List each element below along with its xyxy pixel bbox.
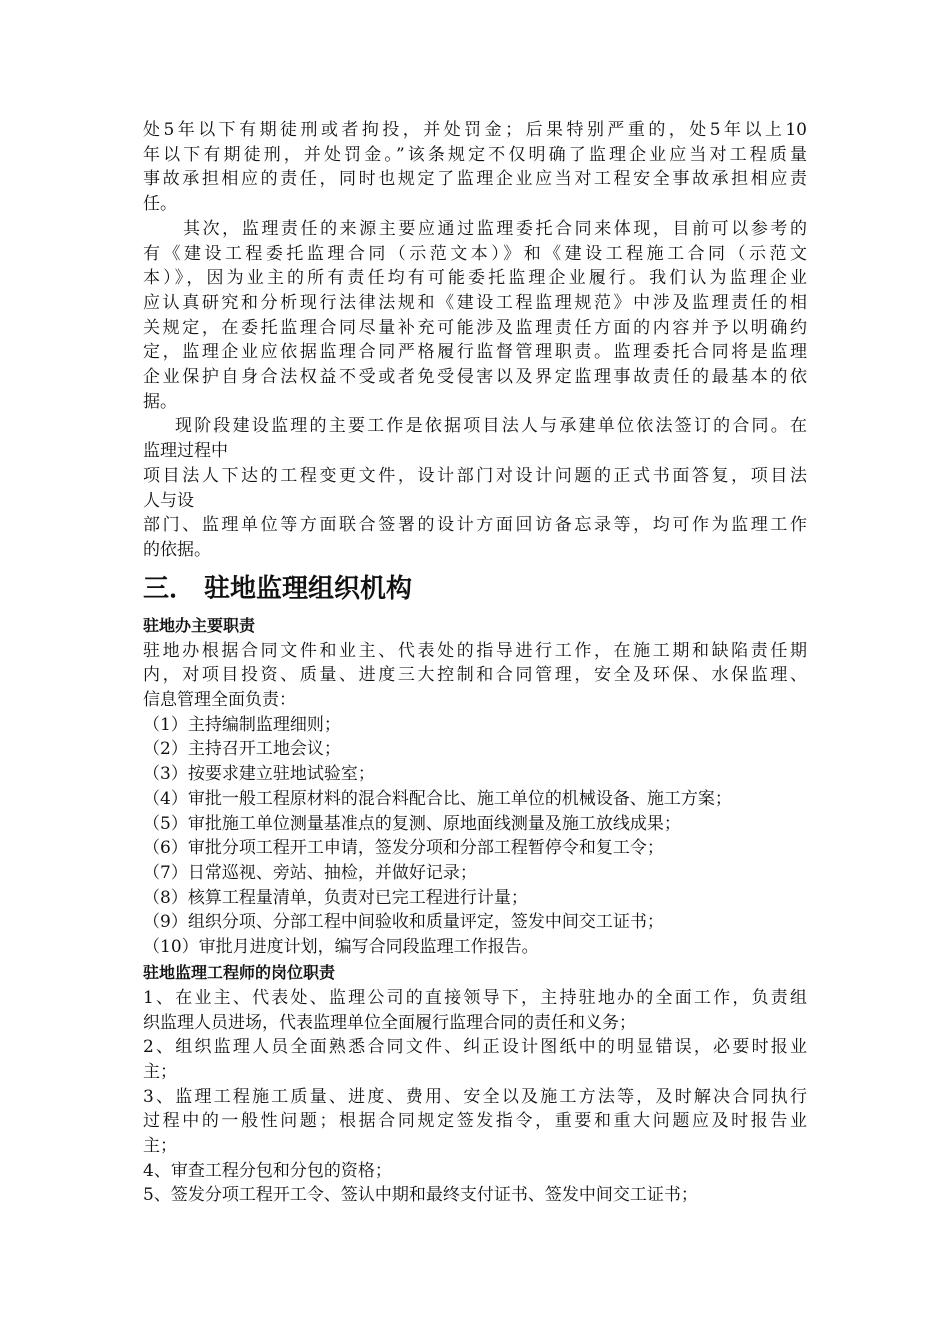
text-line: 1、在业主、代表处、监理公司的直接领导下，主持驻地办的全面工作，负责组 [143,987,807,1008]
text-line: 5、签发分项工程开工令、签认中期和最终支付证书、签发中间交工证书； [143,1185,698,1206]
text-line: 定，监理企业应依据监理合同严格履行监督管理职责。监理委托合同将是监理 [143,342,807,363]
list-item [143,1085,807,1159]
text-line: 人与设 [143,490,194,511]
list-item: （4）审批一般工程原材料的混合料配合比、施工单位的机械设备、施工方案； [143,788,732,809]
list-item: （1）主持编制监理细则； [143,714,341,735]
paragraph-office-intro [143,639,807,713]
list-item: （2）主持召开工地会议； [143,739,341,760]
list-item: （5）审批施工单位测量基准点的复测、原地面线测量及施工放线成果； [143,813,681,834]
text-line: 3、监理工程施工质量、进度、费用、安全以及施工方法等，及时解决合同执行 [143,1086,807,1107]
list-item [143,1183,807,1208]
list-item: （3）按要求建立驻地试验室； [143,764,375,785]
list-item: （9）组织分项、分部工程中间验收和质量评定，签发中间交工证书； [143,912,664,933]
text-line: 信息管理全面负责： [143,690,296,711]
text-line: 织监理人员进场，代表监理单位全面履行监理合同的责任和义务； [143,1012,636,1033]
list-item [143,1159,807,1184]
text-line: 现阶段建设监理的主要工作是依据项目法人与承建单位依法签订的合同。在 [175,416,807,437]
list-item: （8）核算工程量清单，负责对已完工程进行计量； [143,887,528,908]
text-line: 4、审查工程分包和分包的资格； [143,1160,392,1181]
text-line: 主； [143,1061,177,1082]
paragraph-criminal-liability [143,118,807,217]
text-line: 项目法人下达的工程变更文件，设计部门对设计问题的正式书面答复，项目法 [143,465,807,486]
text-line: 驻地办根据合同文件和业主、代表处的指导进行工作，在施工期和缺陷责任期 [143,640,807,661]
text-line: 关规定，在委托监理合同尽量补充可能涉及监理责任方面的内容并予以明确约 [143,317,807,338]
text-line: 内，对项目投资、质量、进度三大控制和合同管理，安全及环保、水保监理、 [143,665,807,686]
engineer-duty-list [143,986,807,1208]
text-line: 年以下有期徒刑，并处罚金。”该条规定不仅明确了监理企业应当对工程质量 [143,144,807,165]
text-line: 2、组织监理人员全面熟悉合同文件、纠正设计图纸中的明显错误，必要时报业 [143,1037,807,1058]
text-line: 应认真研究和分析现行法律法规和《建设工程监理规范》中涉及监理责任的相 [143,292,807,313]
list-item [143,1035,807,1084]
text-line: 据。 [143,391,177,412]
text-line: 部门、监理单位等方面联合签署的设计方面回访备忘录等，均可作为监理工作 [143,515,807,536]
list-item: （7）日常巡视、旁站、抽检，并做好记录； [143,862,477,883]
section-heading: 三． 驻地监理组织机构 [143,573,413,604]
list-item: （6）审批分项工程开工申请，签发分项和分部工程暂停令和复工令； [143,838,664,859]
text-line: 主； [143,1136,177,1157]
text-line: 本）》，因为业主的所有责任均有可能委托监理企业履行。我们认为监理企业 [143,268,807,289]
paragraph-contract-source [143,217,807,415]
text-line: 的依据。 [143,539,211,560]
text-line: 企业保护自身合法权益不受或者免受侵害以及界定监理事故责任的最基本的依 [143,367,807,388]
paragraph-work-basis [143,414,807,562]
office-duty-list [143,713,807,960]
text-line: 过程中的一般性问题；根据合同规定签发指令，重要和重大问题应及时报告业 [143,1111,807,1132]
text-line: 任。 [143,194,177,215]
text-line: 处5年以下有期徒刑或者拘投，并处罚金；后果特别严重的，处5年以上10 [143,120,807,140]
document-page [143,118,807,1208]
text-line: 有《建设工程委托监理合同（示范文本）》和《建设工程施工合同（示范文 [143,243,807,264]
text-line: 其次，监理责任的来源主要应通过监理委托合同来体现，目前可以参考的 [183,218,807,239]
text-line: 事故承担相应的责任，同时也规定了监理企业应当对工程安全事故承担相应责 [143,169,807,190]
list-item [143,986,807,1035]
subsection-heading-engineer-duties: 驻地监理工程师的岗位职责 [143,962,336,982]
list-item: （10）审批月进度计划，编写合同段监理工作报告。 [143,937,539,958]
subsection-heading-office-duties: 驻地办主要职责 [143,615,256,635]
text-line: 监理过程中 [143,441,228,462]
